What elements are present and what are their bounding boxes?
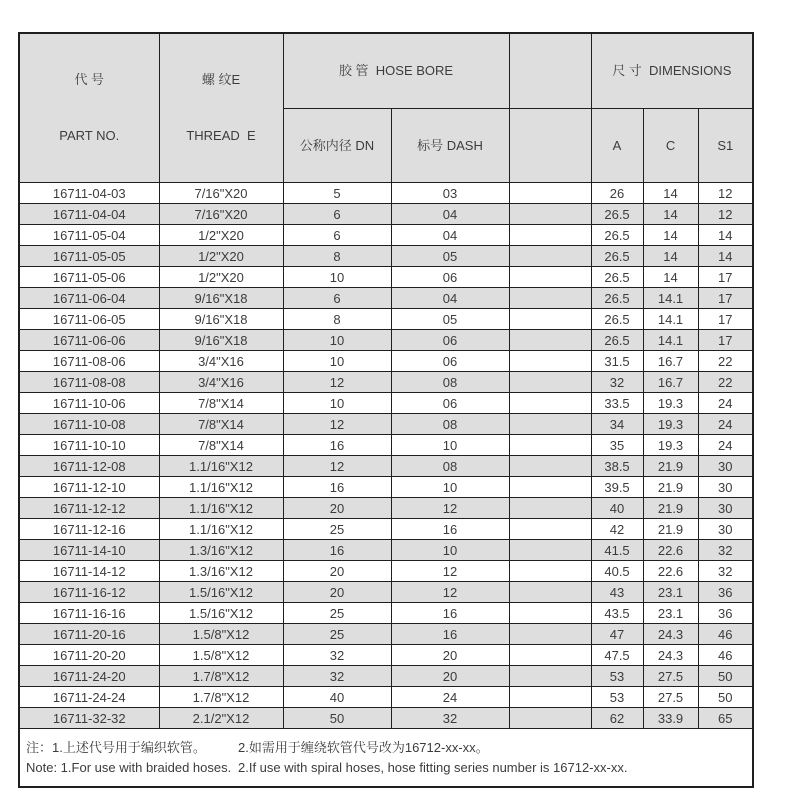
thread-cell: 1.7/8"X12: [159, 666, 283, 687]
thread-cell: 2.1/2"X12: [159, 708, 283, 729]
dn-cell: 50: [283, 708, 391, 729]
part-no-cell: 16711-24-24: [19, 687, 159, 708]
dash-cell: 04: [391, 204, 509, 225]
dn-cell: 20: [283, 498, 391, 519]
spec-row: [19, 309, 753, 330]
part-no-cell: 16711-20-20: [19, 645, 159, 666]
spacer-cell: [509, 330, 591, 351]
thread-cell: 7/8"X14: [159, 414, 283, 435]
spec-row: [19, 645, 753, 666]
dim-a-cell: 62: [591, 708, 643, 729]
dim-a-cell: 26.5: [591, 204, 643, 225]
dim-c-cell: 22.6: [643, 561, 698, 582]
dash-cell: 20: [391, 645, 509, 666]
dim-s1-cell: 36: [698, 582, 753, 603]
part-no-cell: 16711-06-04: [19, 288, 159, 309]
spacer-cell: [509, 225, 591, 246]
table-header: [19, 33, 753, 183]
dn-cell: 32: [283, 666, 391, 687]
dash-cell: 16: [391, 519, 509, 540]
dim-a-cell: 39.5: [591, 477, 643, 498]
spacer-cell: [509, 435, 591, 456]
dash-cell: 04: [391, 288, 509, 309]
spacer-cell: [509, 519, 591, 540]
notes-cell: [19, 729, 753, 788]
dim-a-cell: 47.5: [591, 645, 643, 666]
group-header-hose-bore: 胶 管 HOSE BORE: [283, 33, 509, 109]
thread-cell: 1.1/16"X12: [159, 519, 283, 540]
dim-a-cell: 34: [591, 414, 643, 435]
note-cn-part2: 2.如需用于缠绕软管代号改为16712-xx-xx。: [238, 739, 489, 755]
thread-cell: 9/16"X18: [159, 309, 283, 330]
spec-row: [19, 456, 753, 477]
part-no-cell: 16711-05-05: [19, 246, 159, 267]
note-en-part2: 2.If use with spiral hoses, hose fitting series number is 16712-xx-xx.: [238, 759, 628, 775]
dim-s1-cell: 65: [698, 708, 753, 729]
spec-row: [19, 582, 753, 603]
part-no-cell: 16711-16-12: [19, 582, 159, 603]
spec-row: [19, 246, 753, 267]
dim-c-cell: 22.6: [643, 540, 698, 561]
dn-cell: 40: [283, 687, 391, 708]
part-no-cell: 16711-12-10: [19, 477, 159, 498]
dn-cell: 12: [283, 456, 391, 477]
thread-cell: 1.1/16"X12: [159, 456, 283, 477]
dim-a-cell: 38.5: [591, 456, 643, 477]
dim-s1-cell: 17: [698, 309, 753, 330]
dim-c-cell: 14: [643, 183, 698, 204]
dim-c-cell: 19.3: [643, 435, 698, 456]
part-no-cell: 16711-06-06: [19, 330, 159, 351]
thread-cell: 1/2"X20: [159, 267, 283, 288]
dim-a-cell: 26.5: [591, 225, 643, 246]
thread-cell: 1.1/16"X12: [159, 498, 283, 519]
spec-row: [19, 183, 753, 204]
spec-row: [19, 561, 753, 582]
dim-s1-cell: 24: [698, 435, 753, 456]
dim-s1-cell: 17: [698, 330, 753, 351]
dim-s1-cell: 12: [698, 204, 753, 225]
thread-cell: 1.1/16"X12: [159, 477, 283, 498]
dn-cell: 6: [283, 204, 391, 225]
spacer-cell: [509, 687, 591, 708]
dim-s1-cell: 30: [698, 519, 753, 540]
dn-cell: 10: [283, 267, 391, 288]
spec-row: [19, 225, 753, 246]
part-no-cell: 16711-04-03: [19, 183, 159, 204]
dim-s1-cell: 22: [698, 351, 753, 372]
spacer-cell: [509, 603, 591, 624]
dash-cell: 06: [391, 393, 509, 414]
dim-s1-cell: 50: [698, 666, 753, 687]
dim-s1-cell: 30: [698, 456, 753, 477]
thread-cell: 9/16"X18: [159, 330, 283, 351]
dim-c-cell: 14: [643, 267, 698, 288]
part-no-cell: 16711-32-32: [19, 708, 159, 729]
dash-cell: 05: [391, 309, 509, 330]
dn-cell: 8: [283, 309, 391, 330]
part-no-cell: 16711-14-12: [19, 561, 159, 582]
dash-cell: 05: [391, 246, 509, 267]
hose-fitting-spec-table: [18, 32, 754, 788]
spacer-cell: [509, 561, 591, 582]
part-no-cell: 16711-12-12: [19, 498, 159, 519]
spec-row: [19, 435, 753, 456]
spec-row: [19, 351, 753, 372]
dim-c-cell: 14: [643, 204, 698, 225]
dn-cell: 6: [283, 288, 391, 309]
thread-cell: 1/2"X20: [159, 246, 283, 267]
dim-s1-cell: 24: [698, 393, 753, 414]
dim-s1-cell: 22: [698, 372, 753, 393]
dash-cell: 10: [391, 477, 509, 498]
dn-cell: 32: [283, 645, 391, 666]
dash-cell: 10: [391, 540, 509, 561]
spec-row: [19, 477, 753, 498]
spacer-cell: [509, 309, 591, 330]
col-header-a: A: [591, 109, 643, 183]
dim-c-cell: 24.3: [643, 624, 698, 645]
col-header-dn: 公称内径 DN: [283, 109, 391, 183]
col-header-thread: [159, 33, 283, 183]
thread-cell: 7/8"X14: [159, 393, 283, 414]
spacer-cell: [509, 372, 591, 393]
dim-a-cell: 40: [591, 498, 643, 519]
dn-cell: 10: [283, 330, 391, 351]
dim-s1-cell: 14: [698, 225, 753, 246]
dash-cell: 08: [391, 372, 509, 393]
spacer-cell: [509, 267, 591, 288]
spec-table-body: [19, 183, 753, 729]
dim-c-cell: 23.1: [643, 582, 698, 603]
dim-a-cell: 47: [591, 624, 643, 645]
spec-row: [19, 372, 753, 393]
dash-cell: 03: [391, 183, 509, 204]
dim-c-cell: 14: [643, 225, 698, 246]
dn-cell: 10: [283, 351, 391, 372]
spec-row: [19, 204, 753, 225]
spec-row: [19, 393, 753, 414]
dn-cell: 25: [283, 624, 391, 645]
dim-c-cell: 16.7: [643, 351, 698, 372]
spec-row: [19, 624, 753, 645]
col-header-thread-en: THREAD E: [186, 128, 256, 143]
thread-cell: 1.5/8"X12: [159, 645, 283, 666]
part-no-cell: 16711-08-08: [19, 372, 159, 393]
spacer-cell: [509, 183, 591, 204]
part-no-cell: 16711-05-04: [19, 225, 159, 246]
dim-c-cell: 21.9: [643, 519, 698, 540]
spec-row: [19, 498, 753, 519]
table-footnotes: [19, 729, 753, 788]
dim-a-cell: 26.5: [591, 288, 643, 309]
col-header-part-no-en: PART NO.: [59, 128, 120, 143]
thread-cell: 7/8"X14: [159, 435, 283, 456]
dash-cell: 16: [391, 624, 509, 645]
dash-cell: 06: [391, 351, 509, 372]
dim-s1-cell: 17: [698, 288, 753, 309]
dash-cell: 10: [391, 435, 509, 456]
spacer-cell: [509, 288, 591, 309]
dim-c-cell: 33.9: [643, 708, 698, 729]
dn-cell: 25: [283, 603, 391, 624]
dim-c-cell: 14.1: [643, 330, 698, 351]
thread-cell: 1.7/8"X12: [159, 687, 283, 708]
spec-row: [19, 414, 753, 435]
dim-s1-cell: 46: [698, 624, 753, 645]
dim-c-cell: 21.9: [643, 498, 698, 519]
dim-c-cell: 16.7: [643, 372, 698, 393]
dash-cell: 06: [391, 267, 509, 288]
group-header-dimensions: 尺 寸 DIMENSIONS: [591, 33, 753, 109]
part-no-cell: 16711-10-08: [19, 414, 159, 435]
spec-row: [19, 330, 753, 351]
spacer-cell: [509, 540, 591, 561]
dn-cell: 16: [283, 477, 391, 498]
dim-c-cell: 21.9: [643, 456, 698, 477]
part-no-cell: 16711-12-08: [19, 456, 159, 477]
dim-a-cell: 26.5: [591, 267, 643, 288]
part-no-cell: 16711-16-16: [19, 603, 159, 624]
col-header-s1: S1: [698, 109, 753, 183]
dim-s1-cell: 30: [698, 477, 753, 498]
dim-s1-cell: 17: [698, 267, 753, 288]
thread-cell: 1.3/16"X12: [159, 540, 283, 561]
dn-cell: 16: [283, 435, 391, 456]
dim-a-cell: 53: [591, 687, 643, 708]
dash-cell: 08: [391, 414, 509, 435]
spec-row: [19, 288, 753, 309]
note-cn-part1: 注：1.上述代号用于编织软管。: [26, 739, 206, 755]
dn-cell: 20: [283, 561, 391, 582]
dash-cell: 08: [391, 456, 509, 477]
dn-cell: 25: [283, 519, 391, 540]
col-header-thread-cn: 螺 纹E: [201, 72, 241, 87]
thread-cell: 1/2"X20: [159, 225, 283, 246]
part-no-cell: 16711-14-10: [19, 540, 159, 561]
dn-cell: 20: [283, 582, 391, 603]
col-header-part-no-cn: 代 号: [74, 72, 105, 87]
dn-cell: 5: [283, 183, 391, 204]
spacer-cell: [509, 351, 591, 372]
dim-a-cell: 40.5: [591, 561, 643, 582]
thread-cell: 9/16"X18: [159, 288, 283, 309]
dim-s1-cell: 36: [698, 603, 753, 624]
dim-c-cell: 27.5: [643, 687, 698, 708]
dash-cell: 12: [391, 561, 509, 582]
spacer-cell: [509, 624, 591, 645]
part-no-cell: 16711-10-10: [19, 435, 159, 456]
spec-row: [19, 666, 753, 687]
dim-c-cell: 27.5: [643, 666, 698, 687]
dim-a-cell: 26.5: [591, 330, 643, 351]
dn-cell: 12: [283, 414, 391, 435]
part-no-cell: 16711-20-16: [19, 624, 159, 645]
dim-s1-cell: 32: [698, 561, 753, 582]
spacer-cell: [509, 498, 591, 519]
spec-row: [19, 519, 753, 540]
dash-cell: 06: [391, 330, 509, 351]
spacer-cell: [509, 582, 591, 603]
note-line-en: [26, 758, 752, 778]
dim-c-cell: 21.9: [643, 477, 698, 498]
col-header-dash: 标号 DASH: [391, 109, 509, 183]
thread-cell: 1.5/8"X12: [159, 624, 283, 645]
part-no-cell: 16711-12-16: [19, 519, 159, 540]
dash-cell: 04: [391, 225, 509, 246]
dn-cell: 6: [283, 225, 391, 246]
dim-c-cell: 14: [643, 246, 698, 267]
header-row-1: [19, 33, 753, 109]
part-no-cell: 16711-08-06: [19, 351, 159, 372]
dim-a-cell: 35: [591, 435, 643, 456]
dash-cell: 32: [391, 708, 509, 729]
dn-cell: 16: [283, 540, 391, 561]
dim-c-cell: 24.3: [643, 645, 698, 666]
dash-cell: 24: [391, 687, 509, 708]
dim-s1-cell: 32: [698, 540, 753, 561]
thread-cell: 3/4"X16: [159, 351, 283, 372]
dim-a-cell: 33.5: [591, 393, 643, 414]
dim-c-cell: 14.1: [643, 288, 698, 309]
dim-s1-cell: 30: [698, 498, 753, 519]
spacer-cell: [509, 414, 591, 435]
spacer-cell: [509, 393, 591, 414]
dim-a-cell: 43: [591, 582, 643, 603]
spacer-cell: [509, 666, 591, 687]
dn-cell: 8: [283, 246, 391, 267]
dim-s1-cell: 50: [698, 687, 753, 708]
spacer-cell: [509, 477, 591, 498]
dash-cell: 12: [391, 498, 509, 519]
dn-cell: 12: [283, 372, 391, 393]
dim-c-cell: 19.3: [643, 414, 698, 435]
spacer-header-bottom: [509, 109, 591, 183]
part-no-cell: 16711-05-06: [19, 267, 159, 288]
col-header-part-no: [19, 33, 159, 183]
spacer-cell: [509, 645, 591, 666]
notes-row: [19, 729, 753, 788]
dim-a-cell: 26: [591, 183, 643, 204]
spec-row: [19, 708, 753, 729]
dash-cell: 20: [391, 666, 509, 687]
dim-c-cell: 14.1: [643, 309, 698, 330]
spacer-header-top: [509, 33, 591, 109]
dim-a-cell: 43.5: [591, 603, 643, 624]
part-no-cell: 16711-04-04: [19, 204, 159, 225]
dim-a-cell: 26.5: [591, 309, 643, 330]
part-no-cell: 16711-10-06: [19, 393, 159, 414]
dim-s1-cell: 24: [698, 414, 753, 435]
spec-row: [19, 267, 753, 288]
col-header-c: C: [643, 109, 698, 183]
dim-a-cell: 53: [591, 666, 643, 687]
part-no-cell: 16711-06-05: [19, 309, 159, 330]
part-no-cell: 16711-24-20: [19, 666, 159, 687]
dn-cell: 10: [283, 393, 391, 414]
thread-cell: 7/16"X20: [159, 204, 283, 225]
spacer-cell: [509, 246, 591, 267]
dim-s1-cell: 14: [698, 246, 753, 267]
thread-cell: 3/4"X16: [159, 372, 283, 393]
dim-c-cell: 23.1: [643, 603, 698, 624]
spacer-cell: [509, 708, 591, 729]
thread-cell: 1.3/16"X12: [159, 561, 283, 582]
thread-cell: 7/16"X20: [159, 183, 283, 204]
spec-row: [19, 540, 753, 561]
thread-cell: 1.5/16"X12: [159, 582, 283, 603]
note-en-part1: Note: 1.For use with braided hoses.: [26, 759, 232, 775]
dash-cell: 16: [391, 603, 509, 624]
dim-a-cell: 41.5: [591, 540, 643, 561]
dim-s1-cell: 46: [698, 645, 753, 666]
spec-row: [19, 603, 753, 624]
thread-cell: 1.5/16"X12: [159, 603, 283, 624]
dim-a-cell: 31.5: [591, 351, 643, 372]
note-line-cn: [26, 738, 752, 758]
dim-a-cell: 42: [591, 519, 643, 540]
dim-a-cell: 32: [591, 372, 643, 393]
dim-c-cell: 19.3: [643, 393, 698, 414]
dim-a-cell: 26.5: [591, 246, 643, 267]
dash-cell: 12: [391, 582, 509, 603]
spec-row: [19, 687, 753, 708]
spacer-cell: [509, 204, 591, 225]
dim-s1-cell: 12: [698, 183, 753, 204]
spacer-cell: [509, 456, 591, 477]
